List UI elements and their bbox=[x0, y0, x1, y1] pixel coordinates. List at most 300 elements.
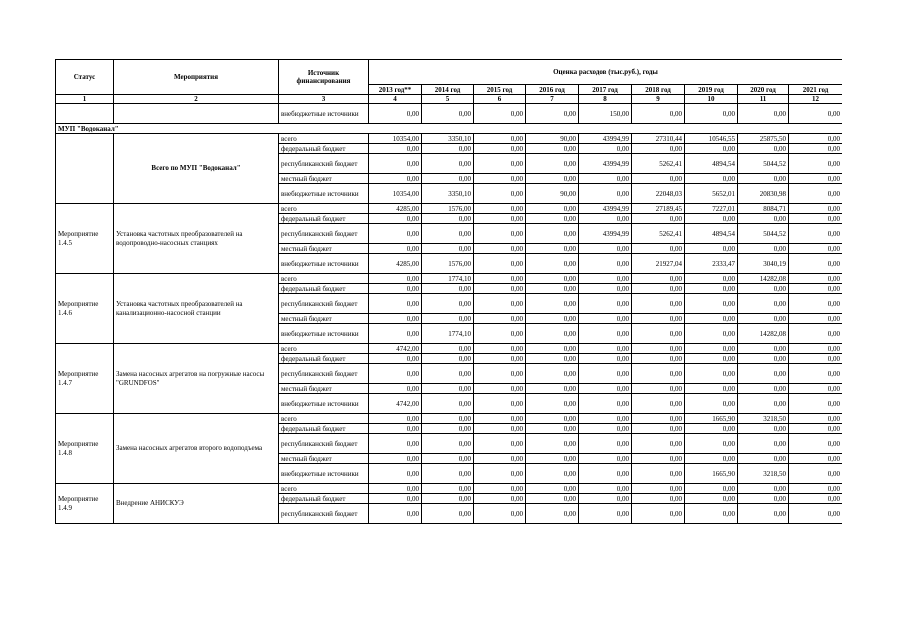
value-cell: 0,00 bbox=[526, 484, 579, 494]
value-cell: 1665,90 bbox=[685, 464, 738, 484]
value-cell: 0,00 bbox=[632, 504, 685, 524]
value-cell: 0,00 bbox=[632, 394, 685, 414]
value-cell: 27189,45 bbox=[632, 204, 685, 214]
value-cell: 43994,99 bbox=[579, 224, 632, 244]
value-cell: 0,00 bbox=[526, 284, 579, 294]
table-row bbox=[56, 134, 843, 144]
header-source: Источник финансирования bbox=[279, 60, 369, 95]
value-cell: 1665,90 bbox=[685, 414, 738, 424]
value-cell: 0,00 bbox=[789, 204, 843, 214]
value-cell: 0,00 bbox=[738, 294, 789, 314]
value-cell: 0,00 bbox=[422, 354, 474, 364]
value-cell: 0,00 bbox=[579, 344, 632, 354]
source-cell: всего bbox=[279, 274, 369, 284]
value-cell: 0,00 bbox=[369, 454, 422, 464]
value-cell: 0,00 bbox=[632, 494, 685, 504]
value-cell: 0,00 bbox=[369, 214, 422, 224]
source-cell: внебюджетные источники bbox=[279, 394, 369, 414]
value-cell: 0,00 bbox=[526, 454, 579, 464]
value-cell: 0,00 bbox=[579, 294, 632, 314]
header-year: 2017 год bbox=[579, 85, 632, 95]
value-cell: 0,00 bbox=[526, 424, 579, 434]
value-cell: 14282,08 bbox=[738, 274, 789, 284]
value-cell: 0,00 bbox=[632, 244, 685, 254]
value-cell: 0,00 bbox=[738, 394, 789, 414]
value-cell: 0,00 bbox=[685, 454, 738, 464]
value-cell: 0,00 bbox=[685, 384, 738, 394]
value-cell: 0,00 bbox=[474, 354, 526, 364]
value-cell: 0,00 bbox=[738, 244, 789, 254]
value-cell: 0,00 bbox=[422, 414, 474, 424]
value-cell: 0,00 bbox=[422, 344, 474, 354]
value-cell: 0,00 bbox=[474, 254, 526, 274]
value-cell: 0,00 bbox=[526, 384, 579, 394]
value-cell: 0,00 bbox=[579, 414, 632, 424]
source-cell: внебюджетные источники bbox=[279, 104, 369, 124]
header-status: Статус bbox=[56, 60, 114, 95]
event-cell: Всего по МУП "Водоканал" bbox=[114, 134, 279, 204]
value-cell: 0,00 bbox=[738, 144, 789, 154]
value-cell: 0,00 bbox=[632, 214, 685, 224]
value-cell: 0,00 bbox=[474, 314, 526, 324]
value-cell: 0,00 bbox=[474, 284, 526, 294]
value-cell: 0,00 bbox=[474, 274, 526, 284]
section-row bbox=[56, 124, 843, 134]
source-cell: республиканский бюджет bbox=[279, 434, 369, 454]
value-cell: 0,00 bbox=[632, 104, 685, 124]
value-cell: 0,00 bbox=[685, 504, 738, 524]
value-cell: 0,00 bbox=[474, 454, 526, 464]
value-cell: 5044,52 bbox=[738, 224, 789, 244]
value-cell: 0,00 bbox=[526, 344, 579, 354]
value-cell: 0,00 bbox=[526, 254, 579, 274]
value-cell: 0,00 bbox=[369, 174, 422, 184]
value-cell: 4894,54 bbox=[685, 154, 738, 174]
value-cell: 0,00 bbox=[422, 214, 474, 224]
value-cell: 0,00 bbox=[789, 354, 843, 364]
value-cell: 0,00 bbox=[474, 294, 526, 314]
value-cell: 0,00 bbox=[526, 174, 579, 184]
value-cell: 0,00 bbox=[789, 454, 843, 464]
value-cell: 0,00 bbox=[526, 394, 579, 414]
value-cell: 0,00 bbox=[369, 274, 422, 284]
value-cell: 0,00 bbox=[738, 284, 789, 294]
value-cell: 0,00 bbox=[526, 154, 579, 174]
value-cell: 0,00 bbox=[474, 494, 526, 504]
value-cell: 0,00 bbox=[685, 424, 738, 434]
value-cell: 0,00 bbox=[789, 494, 843, 504]
value-cell: 0,00 bbox=[738, 104, 789, 124]
value-cell: 0,00 bbox=[789, 344, 843, 354]
value-cell: 0,00 bbox=[579, 394, 632, 414]
source-cell: республиканский бюджет bbox=[279, 504, 369, 524]
value-cell: 0,00 bbox=[632, 424, 685, 434]
value-cell: 0,00 bbox=[685, 434, 738, 454]
source-cell: местный бюджет bbox=[279, 384, 369, 394]
value-cell: 0,00 bbox=[789, 314, 843, 324]
value-cell: 0,00 bbox=[474, 224, 526, 244]
value-cell: 0,00 bbox=[474, 364, 526, 384]
value-cell: 0,00 bbox=[685, 344, 738, 354]
event-cell: Замена насосных агрегатов второго водоподъема bbox=[114, 414, 279, 484]
value-cell: 0,00 bbox=[474, 144, 526, 154]
value-cell: 0,00 bbox=[632, 454, 685, 464]
value-cell: 0,00 bbox=[369, 494, 422, 504]
value-cell: 0,00 bbox=[632, 414, 685, 424]
value-cell: 7227,01 bbox=[685, 204, 738, 214]
value-cell: 0,00 bbox=[422, 314, 474, 324]
value-cell: 0,00 bbox=[632, 294, 685, 314]
value-cell: 0,00 bbox=[474, 394, 526, 414]
column-number: 3 bbox=[279, 95, 369, 104]
value-cell: 0,00 bbox=[526, 464, 579, 484]
value-cell: 0,00 bbox=[789, 224, 843, 244]
value-cell: 0,00 bbox=[474, 244, 526, 254]
status-cell: Мероприятие 1.4.7 bbox=[56, 344, 114, 414]
value-cell: 4285,00 bbox=[369, 204, 422, 214]
value-cell: 0,00 bbox=[422, 154, 474, 174]
value-cell: 14282,08 bbox=[738, 324, 789, 344]
value-cell: 0,00 bbox=[789, 134, 843, 144]
header-event: Мероприятия bbox=[114, 60, 279, 95]
column-number: 9 bbox=[632, 95, 685, 104]
header-year: 2014 год bbox=[422, 85, 474, 95]
header-year: 2019 год bbox=[685, 85, 738, 95]
value-cell: 0,00 bbox=[789, 154, 843, 174]
value-cell: 43994,99 bbox=[579, 154, 632, 174]
value-cell: 0,00 bbox=[632, 434, 685, 454]
source-cell: федеральный бюджет bbox=[279, 284, 369, 294]
value-cell: 0,00 bbox=[738, 424, 789, 434]
value-cell: 0,00 bbox=[422, 294, 474, 314]
table-row bbox=[56, 484, 843, 494]
value-cell: 90,00 bbox=[526, 184, 579, 204]
value-cell: 0,00 bbox=[685, 394, 738, 414]
table-row bbox=[56, 414, 843, 424]
value-cell: 0,00 bbox=[632, 324, 685, 344]
budget-table-sheet bbox=[55, 59, 842, 579]
value-cell: 10354,00 bbox=[369, 134, 422, 144]
source-cell: республиканский бюджет bbox=[279, 154, 369, 174]
value-cell: 0,00 bbox=[526, 204, 579, 214]
value-cell: 0,00 bbox=[474, 414, 526, 424]
value-cell: 0,00 bbox=[738, 354, 789, 364]
value-cell: 0,00 bbox=[579, 244, 632, 254]
value-cell: 0,00 bbox=[685, 494, 738, 504]
value-cell: 0,00 bbox=[369, 314, 422, 324]
source-cell: внебюджетные источники bbox=[279, 324, 369, 344]
value-cell: 0,00 bbox=[789, 274, 843, 284]
value-cell: 25875,50 bbox=[738, 134, 789, 144]
value-cell: 3040,19 bbox=[738, 254, 789, 274]
value-cell: 0,00 bbox=[474, 464, 526, 484]
value-cell: 0,00 bbox=[789, 244, 843, 254]
value-cell: 0,00 bbox=[632, 344, 685, 354]
event-cell: Замена насосных агрегатов на погружные насосы "GRUNDFOS" bbox=[114, 344, 279, 414]
value-cell: 0,00 bbox=[422, 394, 474, 414]
value-cell: 0,00 bbox=[579, 484, 632, 494]
value-cell: 0,00 bbox=[738, 344, 789, 354]
value-cell: 0,00 bbox=[685, 144, 738, 154]
value-cell: 0,00 bbox=[579, 464, 632, 484]
value-cell: 0,00 bbox=[738, 434, 789, 454]
value-cell: 0,00 bbox=[369, 284, 422, 294]
value-cell: 1774,10 bbox=[422, 324, 474, 344]
value-cell: 0,00 bbox=[685, 244, 738, 254]
value-cell: 0,00 bbox=[789, 214, 843, 224]
value-cell: 0,00 bbox=[632, 384, 685, 394]
value-cell: 5652,01 bbox=[685, 184, 738, 204]
status-cell: Мероприятие 1.4.8 bbox=[56, 414, 114, 484]
header-year: 2020 год bbox=[738, 85, 789, 95]
value-cell: 0,00 bbox=[422, 494, 474, 504]
value-cell: 0,00 bbox=[526, 294, 579, 314]
table-row bbox=[56, 344, 843, 354]
value-cell: 0,00 bbox=[579, 314, 632, 324]
source-cell: республиканский бюджет bbox=[279, 364, 369, 384]
value-cell: 4742,00 bbox=[369, 344, 422, 354]
value-cell: 43994,99 bbox=[579, 134, 632, 144]
source-cell: внебюджетные источники bbox=[279, 184, 369, 204]
value-cell: 0,00 bbox=[789, 284, 843, 294]
column-number: 5 bbox=[422, 95, 474, 104]
value-cell: 0,00 bbox=[474, 504, 526, 524]
value-cell: 0,00 bbox=[685, 214, 738, 224]
value-cell: 0,00 bbox=[474, 384, 526, 394]
value-cell: 0,00 bbox=[526, 244, 579, 254]
value-cell: 1576,00 bbox=[422, 254, 474, 274]
value-cell: 5262,41 bbox=[632, 154, 685, 174]
value-cell: 0,00 bbox=[789, 144, 843, 154]
value-cell: 0,00 bbox=[789, 484, 843, 494]
value-cell: 0,00 bbox=[474, 104, 526, 124]
header-estimate: Оценка расходов (тыс.руб.), годы bbox=[369, 60, 843, 85]
section-title: МУП "Водоканал" bbox=[56, 124, 843, 134]
value-cell: 0,00 bbox=[422, 284, 474, 294]
value-cell: 0,00 bbox=[738, 484, 789, 494]
status-cell: Мероприятие 1.4.6 bbox=[56, 274, 114, 344]
value-cell: 3218,50 bbox=[738, 414, 789, 424]
source-cell: всего bbox=[279, 414, 369, 424]
value-cell: 0,00 bbox=[789, 434, 843, 454]
header-year: 2015 год bbox=[474, 85, 526, 95]
value-cell: 0,00 bbox=[422, 104, 474, 124]
value-cell: 0,00 bbox=[685, 284, 738, 294]
value-cell: 0,00 bbox=[579, 504, 632, 524]
value-cell: 0,00 bbox=[789, 324, 843, 344]
value-cell: 0,00 bbox=[474, 154, 526, 174]
header-year: 2021 год bbox=[789, 85, 843, 95]
source-cell: федеральный бюджет bbox=[279, 144, 369, 154]
value-cell: 0,00 bbox=[738, 384, 789, 394]
value-cell: 0,00 bbox=[789, 364, 843, 384]
source-cell: внебюджетные источники bbox=[279, 254, 369, 274]
value-cell: 0,00 bbox=[685, 274, 738, 284]
value-cell: 0,00 bbox=[789, 394, 843, 414]
source-cell: федеральный бюджет bbox=[279, 424, 369, 434]
value-cell: 0,00 bbox=[474, 424, 526, 434]
column-number: 2 bbox=[114, 95, 279, 104]
value-cell: 0,00 bbox=[685, 364, 738, 384]
value-cell: 0,00 bbox=[579, 434, 632, 454]
value-cell: 0,00 bbox=[526, 434, 579, 454]
budget-table bbox=[55, 59, 842, 524]
value-cell: 0,00 bbox=[422, 224, 474, 244]
value-cell: 0,00 bbox=[422, 454, 474, 464]
source-cell: внебюджетные источники bbox=[279, 464, 369, 484]
value-cell: 10354,00 bbox=[369, 184, 422, 204]
value-cell: 0,00 bbox=[369, 104, 422, 124]
value-cell: 0,00 bbox=[422, 144, 474, 154]
source-cell: всего bbox=[279, 134, 369, 144]
value-cell: 0,00 bbox=[526, 224, 579, 244]
value-cell: 1576,00 bbox=[422, 204, 474, 214]
value-cell: 0,00 bbox=[369, 144, 422, 154]
value-cell: 0,00 bbox=[789, 294, 843, 314]
event-cell bbox=[114, 104, 279, 124]
value-cell: 3218,50 bbox=[738, 464, 789, 484]
value-cell: 0,00 bbox=[579, 424, 632, 434]
value-cell: 0,00 bbox=[579, 214, 632, 224]
column-number: 1 bbox=[56, 95, 114, 104]
value-cell: 0,00 bbox=[632, 484, 685, 494]
value-cell: 0,00 bbox=[369, 224, 422, 244]
value-cell: 0,00 bbox=[738, 364, 789, 384]
value-cell: 0,00 bbox=[526, 104, 579, 124]
value-cell: 0,00 bbox=[474, 134, 526, 144]
value-cell: 0,00 bbox=[526, 314, 579, 324]
value-cell: 0,00 bbox=[579, 174, 632, 184]
value-cell: 0,00 bbox=[369, 384, 422, 394]
source-cell: республиканский бюджет bbox=[279, 224, 369, 244]
value-cell: 0,00 bbox=[474, 344, 526, 354]
value-cell: 0,00 bbox=[526, 354, 579, 364]
value-cell: 0,00 bbox=[685, 294, 738, 314]
value-cell: 20830,98 bbox=[738, 184, 789, 204]
value-cell: 0,00 bbox=[422, 384, 474, 394]
value-cell: 0,00 bbox=[789, 184, 843, 204]
value-cell: 0,00 bbox=[474, 434, 526, 454]
value-cell: 27310,44 bbox=[632, 134, 685, 144]
header-year: 2018 год bbox=[632, 85, 685, 95]
source-cell: всего bbox=[279, 484, 369, 494]
value-cell: 0,00 bbox=[789, 414, 843, 424]
event-cell: Внедрение АНИСКУЭ bbox=[114, 484, 279, 524]
value-cell: 0,00 bbox=[579, 254, 632, 274]
value-cell: 0,00 bbox=[369, 244, 422, 254]
value-cell: 0,00 bbox=[369, 484, 422, 494]
value-cell: 0,00 bbox=[632, 144, 685, 154]
source-cell: всего bbox=[279, 344, 369, 354]
header-year: 2016 год bbox=[526, 85, 579, 95]
value-cell: 0,00 bbox=[579, 324, 632, 344]
source-cell: республиканский бюджет bbox=[279, 294, 369, 314]
value-cell: 0,00 bbox=[526, 414, 579, 424]
value-cell: 0,00 bbox=[369, 424, 422, 434]
value-cell: 0,00 bbox=[474, 324, 526, 344]
value-cell: 0,00 bbox=[632, 354, 685, 364]
value-cell: 0,00 bbox=[579, 144, 632, 154]
value-cell: 0,00 bbox=[422, 174, 474, 184]
value-cell: 0,00 bbox=[789, 464, 843, 484]
value-cell: 0,00 bbox=[369, 154, 422, 174]
value-cell: 21927,04 bbox=[632, 254, 685, 274]
value-cell: 8084,71 bbox=[738, 204, 789, 214]
value-cell: 0,00 bbox=[422, 424, 474, 434]
value-cell: 0,00 bbox=[579, 454, 632, 464]
value-cell: 0,00 bbox=[474, 214, 526, 224]
value-cell: 2333,47 bbox=[685, 254, 738, 274]
value-cell: 0,00 bbox=[789, 104, 843, 124]
value-cell: 0,00 bbox=[685, 104, 738, 124]
value-cell: 3350,10 bbox=[422, 134, 474, 144]
value-cell: 0,00 bbox=[738, 494, 789, 504]
value-cell: 0,00 bbox=[422, 504, 474, 524]
value-cell: 0,00 bbox=[579, 354, 632, 364]
value-cell: 22048,03 bbox=[632, 184, 685, 204]
status-cell: Мероприятие 1.4.9 bbox=[56, 484, 114, 524]
value-cell: 90,00 bbox=[526, 134, 579, 144]
column-number: 4 bbox=[369, 95, 422, 104]
value-cell: 0,00 bbox=[789, 504, 843, 524]
value-cell: 0,00 bbox=[526, 504, 579, 524]
value-cell: 5044,52 bbox=[738, 154, 789, 174]
value-cell: 0,00 bbox=[579, 274, 632, 284]
column-number: 8 bbox=[579, 95, 632, 104]
value-cell: 0,00 bbox=[579, 184, 632, 204]
value-cell: 0,00 bbox=[632, 174, 685, 184]
value-cell: 0,00 bbox=[526, 364, 579, 384]
status-cell bbox=[56, 104, 114, 124]
column-number: 10 bbox=[685, 95, 738, 104]
value-cell: 0,00 bbox=[685, 484, 738, 494]
table-row bbox=[56, 104, 843, 124]
value-cell: 0,00 bbox=[579, 384, 632, 394]
header-year: 2013 год** bbox=[369, 85, 422, 95]
value-cell: 0,00 bbox=[526, 214, 579, 224]
value-cell: 0,00 bbox=[369, 434, 422, 454]
value-cell: 0,00 bbox=[369, 354, 422, 364]
value-cell: 0,00 bbox=[474, 174, 526, 184]
value-cell: 0,00 bbox=[526, 494, 579, 504]
value-cell: 43994,99 bbox=[579, 204, 632, 214]
value-cell: 5262,41 bbox=[632, 224, 685, 244]
column-number: 11 bbox=[738, 95, 789, 104]
value-cell: 0,00 bbox=[789, 174, 843, 184]
source-cell: местный бюджет bbox=[279, 314, 369, 324]
value-cell: 0,00 bbox=[369, 294, 422, 314]
value-cell: 0,00 bbox=[474, 484, 526, 494]
status-cell: Мероприятие 1.4.5 bbox=[56, 204, 114, 274]
source-cell: местный бюджет bbox=[279, 174, 369, 184]
column-number: 6 bbox=[474, 95, 526, 104]
value-cell: 150,00 bbox=[579, 104, 632, 124]
value-cell: 0,00 bbox=[789, 254, 843, 274]
table-row bbox=[56, 274, 843, 284]
value-cell: 0,00 bbox=[738, 174, 789, 184]
value-cell: 1774,10 bbox=[422, 274, 474, 284]
source-cell: федеральный бюджет bbox=[279, 494, 369, 504]
value-cell: 0,00 bbox=[632, 314, 685, 324]
value-cell: 0,00 bbox=[789, 424, 843, 434]
value-cell: 4285,00 bbox=[369, 254, 422, 274]
value-cell: 0,00 bbox=[474, 204, 526, 214]
value-cell: 0,00 bbox=[685, 354, 738, 364]
value-cell: 0,00 bbox=[369, 364, 422, 384]
source-cell: местный бюджет bbox=[279, 454, 369, 464]
value-cell: 0,00 bbox=[474, 184, 526, 204]
value-cell: 0,00 bbox=[369, 504, 422, 524]
